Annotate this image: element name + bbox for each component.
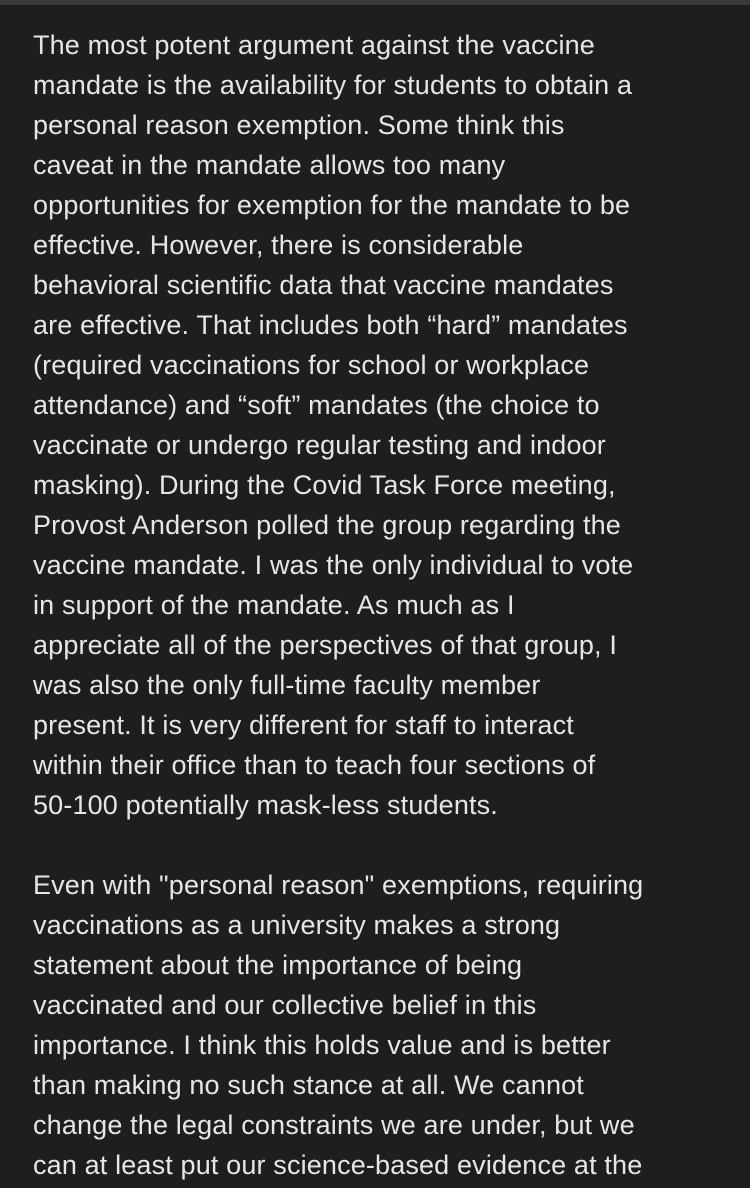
text-line: appreciate all of the perspectives of that group, I [33,630,617,660]
document-page[interactable] [0,5,750,1188]
text-line: Provost Anderson polled the group regarding the [33,510,621,540]
text-line: opportunities for exemption for the mandate to be [33,190,631,220]
text-line: Even with "personal reason" exemptions, requiring [33,870,644,900]
text-line: vaccinate or undergo regular testing and indoor [33,430,606,460]
text-line: 50-100 potentially mask-less students. [33,790,498,820]
text-line: present. It is very different for staff to interact [33,710,574,740]
text-line: behavioral scientific data that vaccine mandates [33,270,614,300]
paragraph-1 [33,25,733,825]
text-line: importance. I think this holds value and is better [33,1030,611,1060]
paragraph-2 [33,865,733,1185]
text-line: than making no such stance at all. We cannot [33,1070,584,1100]
text-line: personal reason exemption. Some think this [33,110,565,140]
text-line: attendance) and “soft” mandates (the choice to [33,390,600,420]
text-line: effective. However, there is considerable [33,230,524,260]
text-line: mandate is the availability for students to obtain a [33,70,633,100]
text-line: vaccinated and our collective belief in this [33,990,537,1020]
text-line: (required vaccinations for school or workplace [33,350,590,380]
text-line: was also the only full-time faculty member [33,670,541,700]
text-line: vaccine mandate. I was the only individual to vote [33,550,634,580]
text-line: within their office than to teach four sections of [33,750,596,780]
text-line: caveat in the mandate allows too many [33,150,506,180]
text-line: statement about the importance of being [33,950,523,980]
text-line: can at least put our science-based evidence at the [33,1150,643,1180]
text-line: change the legal constraints we are under, but we [33,1110,635,1140]
text-line: in support of the mandate. As much as I [33,590,515,620]
text-line: are effective. That includes both “hard” mandates [33,310,628,340]
text-line: The most potent argument against the vaccine [33,30,595,60]
text-line: vaccinations as a university makes a strong [33,910,561,940]
text-line: masking). During the Covid Task Force meeting, [33,470,616,500]
